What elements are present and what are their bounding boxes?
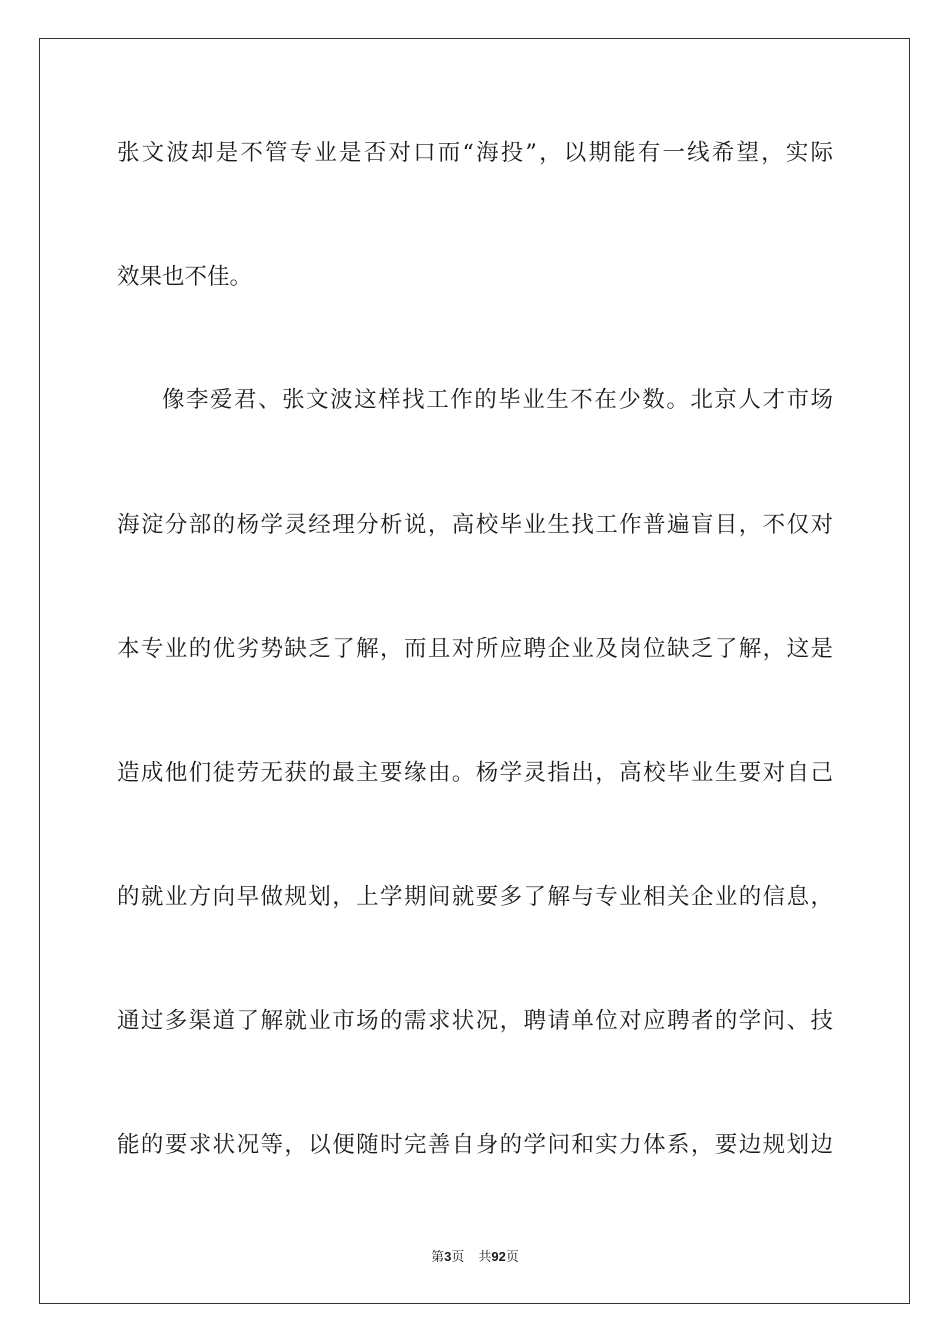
body-line-1: 张文波却是不管专业是否对口而“海投”，以期能有一线希望，实际	[117, 140, 833, 166]
body-line-8: 通过多渠道了解就业市场的需求状况，聘请单位对应聘者的学问、技	[117, 1008, 833, 1034]
page-number: 3	[444, 1249, 452, 1264]
body-line-7: 的就业方向早做规划，上学期间就要多了解与专业相关企业的信息，	[117, 884, 833, 910]
total-suffix: 页	[505, 1250, 519, 1265]
page-suffix: 页	[451, 1250, 465, 1265]
total-pages: 92	[491, 1249, 506, 1264]
body-line-5: 本专业的优劣势缺乏了解，而且对所应聘企业及岗位缺乏了解，这是	[117, 636, 833, 662]
page-footer	[0, 1248, 950, 1267]
page-prefix: 第	[431, 1250, 445, 1265]
body-line-4: 海淀分部的杨学灵经理分析说，高校毕业生找工作普遍盲目，不仅对	[117, 512, 833, 538]
total-prefix: 共	[478, 1250, 492, 1265]
body-line-6: 造成他们徒劳无获的最主要缘由。杨学灵指出，高校毕业生要对自己	[117, 760, 833, 786]
body-line-9: 能的要求状况等，以便随时完善自身的学问和实力体系，要边规划边	[117, 1132, 833, 1158]
page-border	[39, 38, 910, 1304]
body-line-2: 效果也不佳。	[117, 264, 253, 290]
body-line-3-paragraph-start: 像李爱君、张文波这样找工作的毕业生不在少数。北京人才市场	[162, 387, 833, 413]
